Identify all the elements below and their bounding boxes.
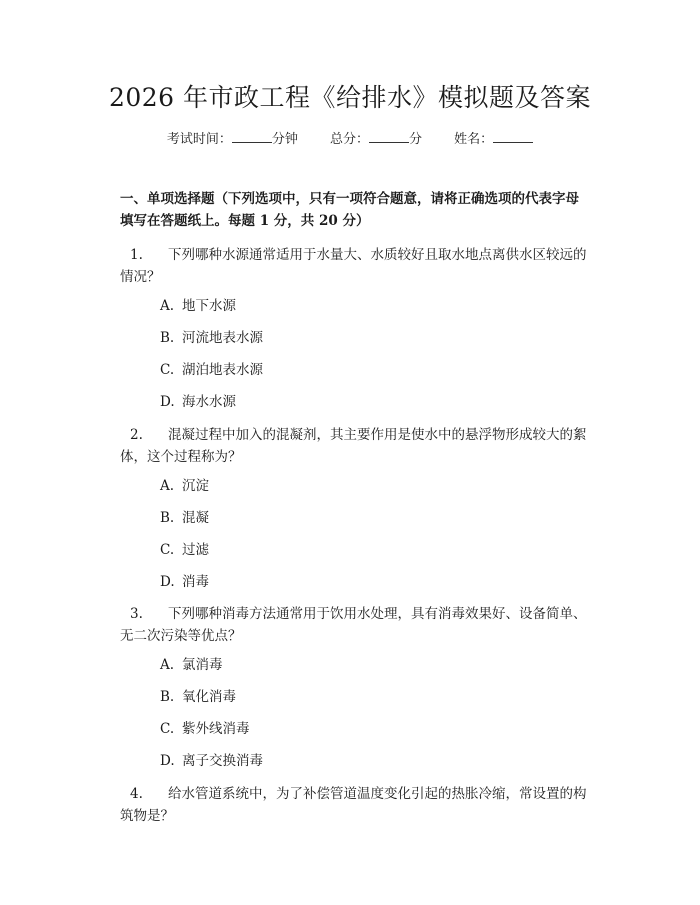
option-letter: D. [160, 394, 175, 410]
question-text: 混凝过程中加入的混凝剂，其主要作用是使水中的悬浮物形成较大的絮体，这个过程称为？ [120, 427, 587, 465]
option-2c [160, 540, 209, 560]
option-letter: D. [160, 753, 175, 769]
option-text: 消毒 [182, 574, 209, 590]
question-number: 2. [130, 427, 143, 443]
option-2b [160, 508, 209, 528]
score-blank [369, 130, 409, 143]
option-3d [160, 751, 263, 771]
question-3 [120, 603, 590, 647]
option-text: 离子交换消毒 [182, 753, 263, 769]
option-text: 过滤 [182, 542, 209, 558]
option-text: 紫外线消毒 [182, 721, 250, 737]
option-letter: C. [160, 362, 175, 378]
option-letter: B. [160, 689, 175, 705]
question-2 [120, 424, 590, 468]
section-heading: 一、单项选择题（下列选项中，只有一项符合题意，请将正确选项的代表字母填写在答题纸上。每题 1 分，共 20 分） [120, 191, 579, 229]
name-blank [493, 130, 533, 143]
question-text: 下列哪种消毒方法通常用于饮用水处理，具有消毒效果好、设备简单、无二次污染等优点？ [120, 606, 587, 644]
option-text: 混凝 [182, 510, 209, 526]
page-title: 2026 年市政工程《给排水》模拟题及答案 [108, 83, 592, 112]
option-letter: B. [160, 510, 175, 526]
option-letter: C. [160, 542, 175, 558]
question-4 [120, 783, 590, 827]
score-label: 总分： [329, 132, 369, 147]
time-blank [232, 130, 272, 143]
question-text: 下列哪种水源通常适用于水量大、水质较好且取水地点离供水区较远的情况？ [120, 247, 587, 285]
option-text: 河流地表水源 [182, 330, 263, 346]
exam-name [454, 132, 533, 147]
option-text: 湖泊地表水源 [182, 362, 263, 378]
option-2d [160, 572, 209, 592]
option-3c [160, 719, 250, 739]
time-unit: 分钟 [271, 132, 298, 147]
name-label: 姓名： [454, 132, 494, 147]
option-text: 沉淀 [182, 478, 209, 494]
option-2a [160, 476, 209, 496]
option-letter: C. [160, 721, 175, 737]
option-letter: A. [160, 657, 175, 673]
question-number: 4. [130, 786, 143, 802]
option-text: 地下水源 [182, 298, 236, 314]
option-1b [160, 328, 263, 348]
question-number: 3. [130, 606, 143, 622]
option-1c [160, 360, 263, 380]
option-3a [160, 655, 223, 675]
option-text: 海水水源 [182, 394, 236, 410]
option-letter: B. [160, 330, 175, 346]
exam-time [167, 132, 298, 147]
score-unit: 分 [409, 132, 423, 147]
option-1d [160, 392, 236, 412]
option-text: 氯消毒 [182, 657, 223, 673]
option-letter: A. [160, 298, 175, 314]
exam-score [330, 132, 422, 147]
time-label: 考试时间： [166, 132, 232, 147]
option-text: 氧化消毒 [182, 689, 236, 705]
question-number: 1. [130, 247, 143, 263]
option-1a [160, 296, 236, 316]
option-3b [160, 687, 236, 707]
option-letter: A. [160, 478, 175, 494]
option-letter: D. [160, 574, 175, 590]
question-1 [120, 244, 590, 288]
question-text: 给水管道系统中，为了补偿管道温度变化引起的热胀冷缩，常设置的构筑物是？ [120, 786, 587, 824]
exam-meta [0, 130, 700, 150]
